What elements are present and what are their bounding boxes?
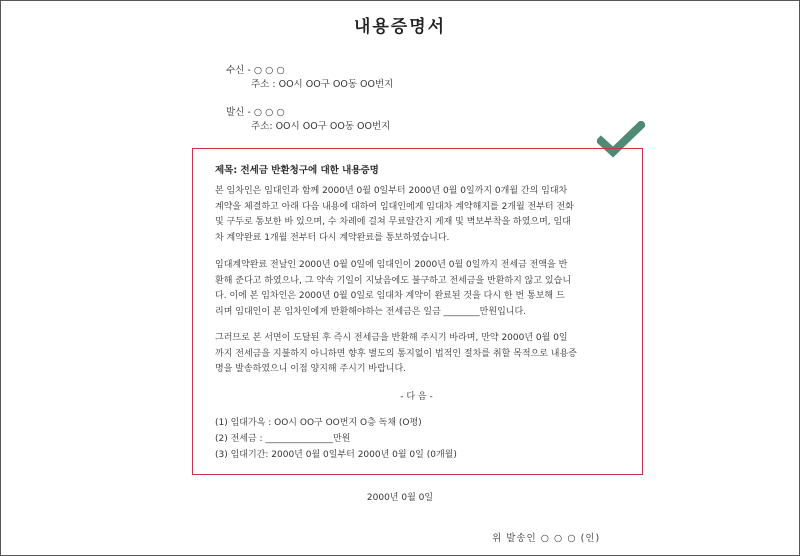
paragraph-line: 계약을 체결하고 아래 다음 내용에 대하여 임대인에게 임대차 계약해지를 2개월 전부터 전화: [215, 201, 574, 212]
paragraph-line: 명을 발송하였으니 이점 양지해 주시기 바랍니다.: [215, 364, 407, 374]
paragraph-line: 그러므로 본 서면이 도달된 후 즉시 전세금을 반환해 주시기 바라며, 만약 2000년 0월 0일: [215, 333, 568, 343]
paragraph-line: 및 구두로 통보한 바 있으며, 수 차례에 걸쳐 무료알간지 게재 및 벽보부착을 하였으며, 임대: [215, 217, 571, 227]
paragraph-1: [215, 184, 627, 246]
recipient-address: 주소 : OO시 OO구 OO동 OO번지: [251, 79, 394, 90]
paragraph-2: [215, 258, 627, 320]
items-list: [215, 415, 457, 463]
recipient-block: [226, 64, 393, 92]
subject-line: 제목: 전세금 반환청구에 대한 내용증명: [215, 165, 379, 176]
list-item: (3) 임대기간: 2000년 0월 0일부터 2000년 0월 0일 (0개월): [215, 450, 457, 460]
paragraph-line: 까지 전세금을 지불하지 아니하면 향후 별도의 통지없이 법적인 절차를 취할 목적으로 내용증: [215, 348, 577, 359]
paragraph-line: 리며 임대인이 본 임차인에게 반환해야하는 전세금은 일금 ________만원입니다.: [215, 306, 527, 317]
list-item: (2) 전세금 : _______________만원: [215, 434, 351, 444]
list-item: (1) 임대가옥 : OO시 OO구 OO번지 O층 독채 (O평): [215, 418, 422, 428]
paragraph-line: 차 계약완료 1개월 전부터 다시 계약완료를 통보하였습니다.: [215, 232, 450, 243]
paragraph-line: 임대계약완료 전날인 2000년 0월 0일에 임대인이 2000년 0월 0일까지 전세금 전액을 반: [215, 260, 568, 270]
recipient-name: 수신 - ○ ○ ○: [226, 65, 285, 76]
paragraph-line: 본 임차인은 임대인과 함께 2000년 0월 0일부터 2000년 0월 0일까지 0개월 간의 임대차: [215, 186, 568, 196]
paragraph-line: 다. 이에 본 임차인은 2000년 0월 0일로 임대차 계약이 완료된 것을 다시 한 번 통보해 드: [215, 291, 565, 301]
sender-address: 주소: OO시 OO구 OO동 OO번지: [251, 121, 391, 132]
signature-line: 위 발송인 ○ ○ ○ (인): [492, 533, 601, 544]
sender-name: 발신 - ○ ○ ○: [226, 107, 285, 118]
document-title: 내용증명서: [353, 17, 447, 37]
paragraph-3: [215, 331, 627, 378]
paragraph-line: 환해 준다고 하였으나, 그 약속 기일이 지났음에도 불구하고 전세금을 반환하지 않고 있습니: [215, 275, 572, 286]
sender-block: [226, 106, 390, 134]
da-eum-heading: - 다 음 -: [400, 392, 433, 402]
document-date: 2000년 0월 0일: [366, 493, 434, 503]
